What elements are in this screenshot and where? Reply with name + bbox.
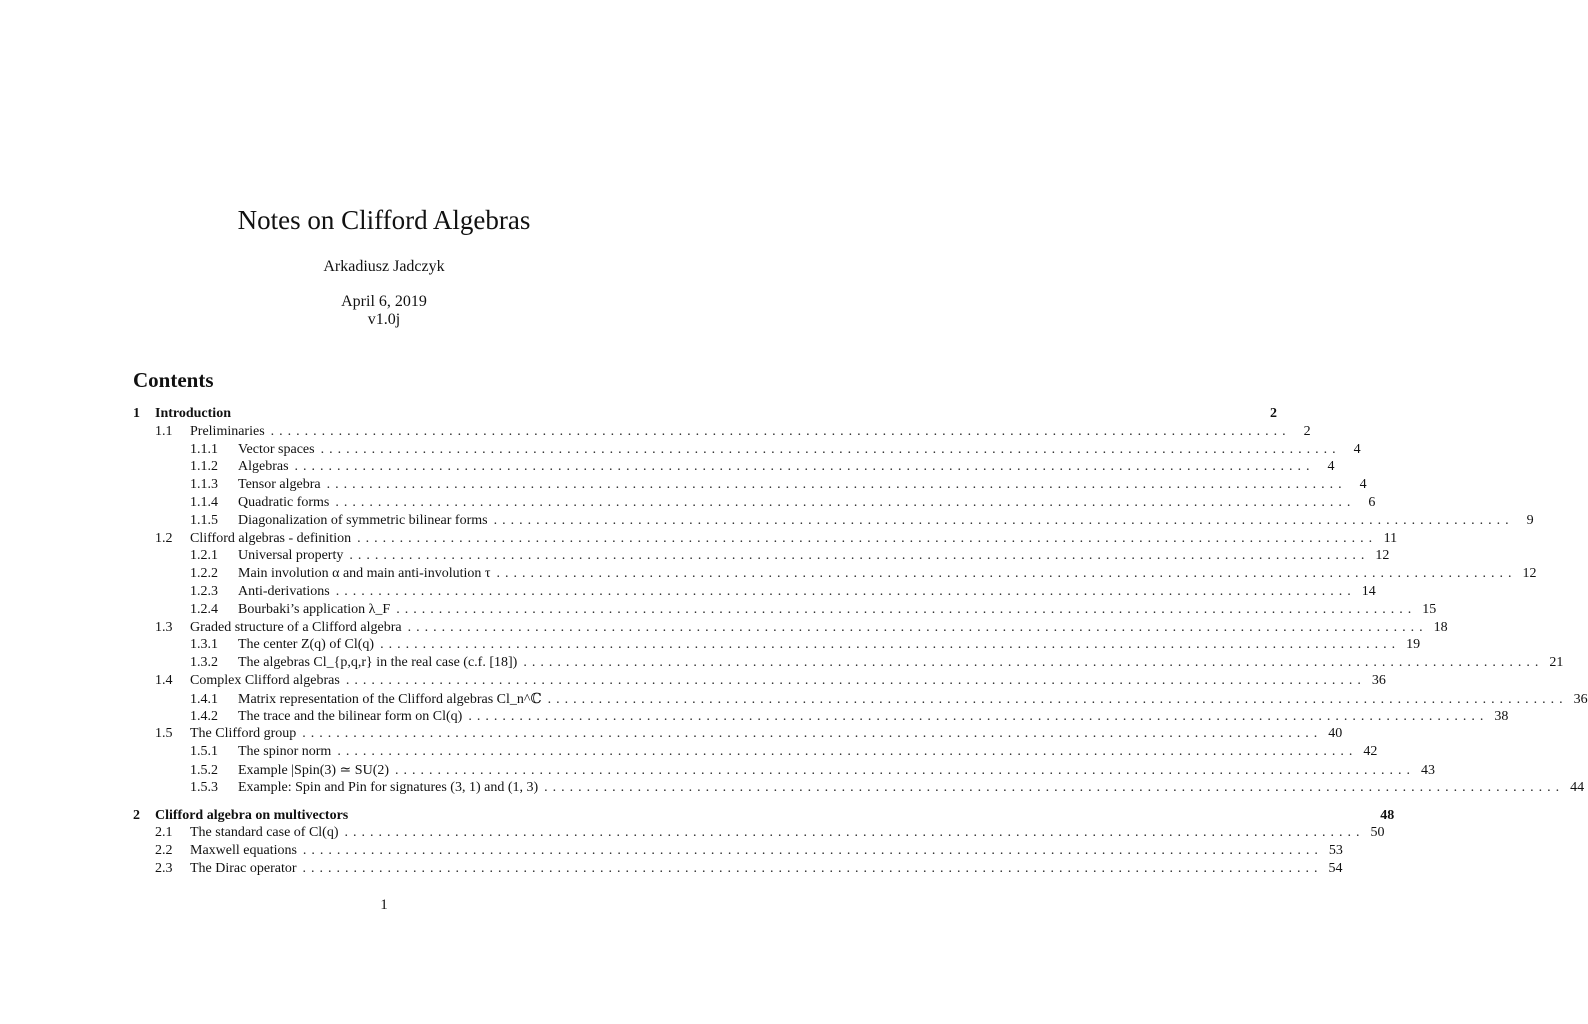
toc-number: 1.2.3 bbox=[190, 584, 218, 599]
toc-number: 1.1.4 bbox=[190, 495, 218, 510]
toc-subsection[interactable] bbox=[133, 584, 1376, 602]
toc-title: Example |Spin(3) ≃ SU(2) bbox=[238, 763, 390, 778]
toc-number: 1.5.1 bbox=[190, 744, 218, 760]
toc-title: Diagonalization of symmetric bilinear forms bbox=[238, 512, 488, 528]
document-author: Arkadiusz Jadczyk bbox=[323, 258, 445, 275]
toc-page-number: 6 bbox=[1368, 495, 1376, 510]
document-version: v1.0j bbox=[367, 311, 401, 328]
toc-title: Maxwell equations bbox=[190, 843, 297, 859]
toc-page-number: 40 bbox=[1328, 726, 1343, 742]
toc-number: 1.2.1 bbox=[190, 548, 218, 564]
toc-number: 1.1.1 bbox=[190, 441, 218, 457]
toc-title: The Dirac operator bbox=[190, 861, 297, 876]
toc-page-number: 38 bbox=[1494, 708, 1509, 724]
toc-title: Clifford algebras - definition bbox=[190, 530, 352, 546]
toc-number: 1.5 bbox=[155, 726, 173, 742]
toc-page-number: 43 bbox=[1421, 763, 1436, 778]
toc-number: 2 bbox=[133, 807, 140, 823]
toc-leader-dots: ........................................................................................................................ bbox=[407, 619, 1428, 635]
toc-title: Anti-derivations bbox=[238, 584, 330, 599]
toc-subsection[interactable] bbox=[133, 512, 1534, 531]
toc-leader-dots: ........................................................................................................................ bbox=[320, 441, 1341, 457]
toc-page-number: 12 bbox=[1522, 566, 1537, 582]
toc-title: The center Z(q) of Cl(q) bbox=[238, 637, 375, 653]
toc-section[interactable] bbox=[133, 530, 1398, 549]
toc-leader-dots: ........................................................................................................................ bbox=[345, 673, 1366, 688]
toc-subsection[interactable] bbox=[133, 655, 1564, 673]
toc-title: Tensor algebra bbox=[238, 477, 321, 493]
toc-subsection[interactable] bbox=[133, 779, 1585, 798]
toc-page-number: 19 bbox=[1406, 637, 1421, 653]
toc-page-number: 50 bbox=[1370, 825, 1385, 841]
toc-page-number: 48 bbox=[1380, 807, 1395, 823]
toc-page-number: 54 bbox=[1328, 861, 1343, 876]
toc-leader-dots: ........................................................................................................................ bbox=[547, 691, 1568, 707]
toc-subsection[interactable] bbox=[133, 441, 1361, 460]
contents-heading: Contents bbox=[133, 368, 214, 392]
toc-number: 1 bbox=[133, 406, 140, 421]
toc-title: The trace and the bilinear form on Cl(q) bbox=[238, 708, 463, 724]
toc-leader-dots: ........................................................................................................................ bbox=[357, 530, 1378, 546]
toc-page-number: 14 bbox=[1361, 584, 1376, 599]
toc-subsection[interactable] bbox=[133, 708, 1509, 727]
toc-section[interactable] bbox=[133, 619, 1448, 638]
toc-subsection[interactable] bbox=[133, 637, 1421, 655]
toc-page-number: 2 bbox=[1269, 406, 1277, 421]
toc-page-number: 12 bbox=[1375, 548, 1390, 564]
toc-page-number: 36 bbox=[1573, 691, 1588, 707]
toc-subsection[interactable] bbox=[133, 459, 1335, 477]
toc-leader-dots: ........................................................................................................................ bbox=[493, 512, 1514, 528]
toc-number: 1.1.5 bbox=[190, 512, 218, 528]
toc-subsection[interactable] bbox=[133, 548, 1390, 566]
toc-number: 1.4.2 bbox=[190, 708, 218, 724]
toc-title: Graded structure of a Clifford algebra bbox=[190, 619, 402, 635]
toc-page-number: 11 bbox=[1383, 530, 1398, 546]
toc-title: Preliminaries bbox=[190, 423, 265, 439]
toc-title: Matrix representation of the Clifford algebras Cl_n^ℂ bbox=[238, 691, 542, 707]
toc-title: Bourbaki’s application λ_F bbox=[238, 601, 391, 617]
toc-page-number: 4 bbox=[1359, 477, 1367, 493]
toc-number: 1.4 bbox=[155, 673, 173, 688]
toc-number: 1.1.2 bbox=[190, 459, 218, 475]
document-date: April 6, 2019 bbox=[341, 293, 427, 310]
toc-page-number: 4 bbox=[1327, 459, 1335, 475]
toc-number: 1.2 bbox=[155, 530, 173, 546]
toc-title: Introduction bbox=[155, 406, 231, 421]
toc-title: Universal property bbox=[238, 548, 344, 564]
toc-leader-dots: ........................................................................................................................ bbox=[302, 726, 1323, 742]
toc-leader-dots: ........................................................................................................................ bbox=[349, 548, 1370, 564]
toc-title: The Clifford group bbox=[190, 726, 297, 742]
toc-leader-dots: ........................................................................................................................ bbox=[326, 477, 1347, 493]
toc-leader-dots: ........................................................................................................................ bbox=[335, 584, 1356, 599]
toc-number: 1.2.2 bbox=[190, 566, 218, 582]
toc-leader-dots: ........................................................................................................................ bbox=[395, 763, 1416, 778]
toc-page-number: 2 bbox=[1303, 423, 1311, 439]
toc-page-number: 53 bbox=[1328, 843, 1343, 859]
toc-number: 1.3.1 bbox=[190, 637, 218, 653]
toc-number: 1.3.2 bbox=[190, 655, 218, 671]
toc-leader-dots: ........................................................................................................................ bbox=[335, 495, 1356, 510]
toc-leader-dots: ........................................................................................................................ bbox=[496, 566, 1517, 582]
toc-number: 1.1.3 bbox=[190, 477, 218, 493]
toc-title: Clifford algebra on multivectors bbox=[155, 807, 349, 823]
toc-section[interactable] bbox=[133, 726, 1343, 744]
toc-title: The algebras Cl_{p,q,r} in the real case (c.f. [18]) bbox=[238, 655, 518, 671]
toc-leader-dots: ........................................................................................................................ bbox=[270, 423, 1291, 439]
toc-title: Complex Clifford algebras bbox=[190, 673, 340, 688]
toc-number: 1.5.3 bbox=[190, 779, 218, 795]
toc-title: Algebras bbox=[238, 459, 289, 475]
toc-page-number: 4 bbox=[1353, 441, 1361, 457]
toc-number: 2.2 bbox=[155, 843, 173, 859]
toc-leader-dots: ........................................................................................................................ bbox=[380, 637, 1401, 653]
toc-section[interactable] bbox=[133, 423, 1311, 442]
toc-number: 1.4.1 bbox=[190, 691, 218, 707]
toc-page-number: 36 bbox=[1371, 673, 1386, 688]
toc-number: 2.3 bbox=[155, 861, 173, 876]
toc-leader-dots: ........................................................................................................................ bbox=[302, 843, 1323, 859]
toc-title: Quadratic forms bbox=[238, 495, 330, 510]
toc-chapter[interactable] bbox=[133, 807, 1395, 826]
toc-chapter[interactable] bbox=[133, 406, 1277, 424]
toc-title: The standard case of Cl(q) bbox=[190, 825, 339, 841]
toc-number: 2.1 bbox=[155, 825, 173, 841]
toc-section[interactable] bbox=[133, 843, 1343, 861]
toc-section[interactable] bbox=[133, 673, 1386, 691]
toc-leader-dots: ........................................................................................................................ bbox=[337, 744, 1358, 760]
toc-leader-dots: ........................................................................................................................ bbox=[468, 708, 1489, 724]
toc-leader-dots: ........................................................................................................................ bbox=[294, 459, 1315, 475]
toc-leader-dots: ........................................................................................................................ bbox=[523, 655, 1544, 671]
toc-title: Main involution α and main anti-involution τ bbox=[238, 566, 491, 582]
toc-number: 1.5.2 bbox=[190, 763, 218, 778]
toc-number: 1.2.4 bbox=[190, 601, 218, 617]
toc-page-number: 18 bbox=[1433, 619, 1448, 635]
toc-page-number: 44 bbox=[1570, 779, 1585, 795]
toc-subsection[interactable] bbox=[133, 744, 1378, 762]
toc-title: The spinor norm bbox=[238, 744, 332, 760]
toc-subsection[interactable] bbox=[133, 495, 1376, 513]
toc-page-number: 42 bbox=[1363, 744, 1378, 760]
toc-section[interactable] bbox=[133, 825, 1385, 843]
toc-leader-dots bbox=[237, 406, 1257, 422]
toc-subsection[interactable] bbox=[133, 691, 1588, 709]
toc-number: 1.1 bbox=[155, 423, 173, 439]
toc-subsection[interactable] bbox=[133, 601, 1437, 620]
toc-subsection[interactable] bbox=[133, 477, 1367, 495]
toc-number: 1.3 bbox=[155, 619, 173, 635]
toc-leader-dots: ........................................................................................................................ bbox=[396, 601, 1417, 617]
document-title: Notes on Clifford Algebras bbox=[237, 205, 531, 235]
toc-page-number: 21 bbox=[1549, 655, 1564, 671]
toc-leader-dots bbox=[354, 808, 1374, 824]
toc-title: Example: Spin and Pin for signatures (3, 1) and (1, 3) bbox=[238, 779, 539, 795]
toc-page-number: 15 bbox=[1422, 601, 1437, 617]
toc-page-number: 9 bbox=[1526, 512, 1534, 528]
toc-subsection[interactable] bbox=[133, 762, 1436, 780]
toc-title: Vector spaces bbox=[238, 441, 315, 457]
page-number: 1 bbox=[380, 897, 388, 913]
toc-leader-dots: ........................................................................................................................ bbox=[344, 825, 1365, 841]
toc-leader-dots: ........................................................................................................................ bbox=[302, 861, 1323, 876]
toc-subsection[interactable] bbox=[133, 566, 1537, 584]
toc-section[interactable] bbox=[133, 861, 1343, 879]
toc-leader-dots: ........................................................................................................................ bbox=[544, 779, 1565, 795]
